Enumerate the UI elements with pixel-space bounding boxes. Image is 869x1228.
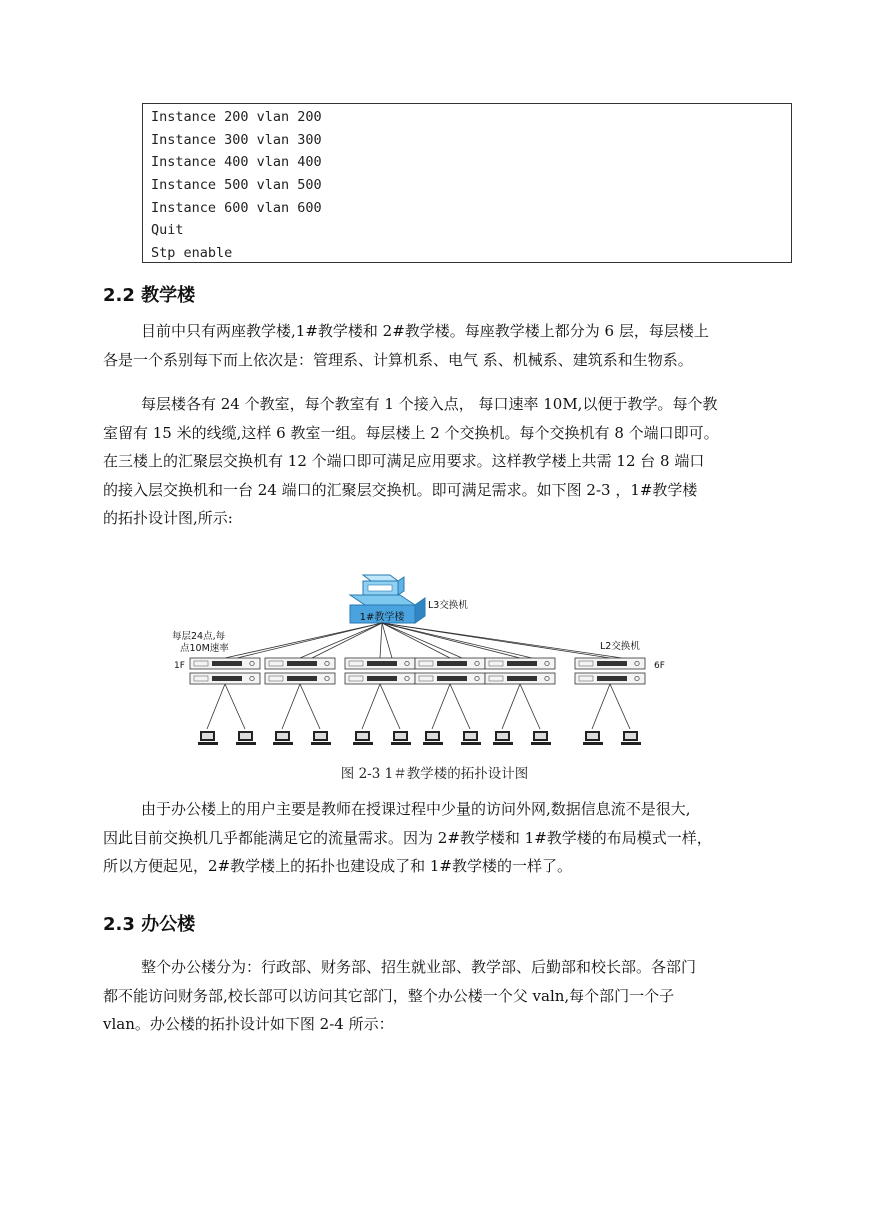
section-heading-2-2: 2.2 教学楼: [103, 285, 196, 306]
switch-icon: [485, 673, 555, 684]
computer-icon: [423, 731, 443, 745]
paragraph-line: 各是一个系别每下而上依次是：管理系、计算机系、电气 系、机械系、建筑系和生物系。: [103, 350, 693, 369]
paragraph: [103, 795, 786, 881]
computer-icon: [461, 731, 481, 745]
uplink-line: [380, 623, 382, 658]
switch-icon: [575, 658, 645, 669]
code-line: Stp enable: [151, 245, 233, 262]
paragraph-line: 室留有 15 米的线缆,这样 6 教室一组。每层楼上 2 个交换机。每个交换机有 8 个端口即可。: [103, 423, 719, 442]
paragraph-line: 在三楼上的汇聚层交换机有 12 个端口即可满足应用要求。这样教学楼上共需 12 台 8 端口: [103, 452, 705, 470]
code-line: Instance 400 vlan 400: [151, 154, 322, 171]
paragraph: [103, 317, 786, 374]
code-line: Quit: [151, 222, 184, 239]
l2-label: L2交换机: [600, 641, 640, 652]
downlink-line: [502, 684, 520, 729]
downlink-line: [362, 684, 380, 729]
floor-label-left: 1F: [174, 661, 185, 671]
uplink-line: [382, 623, 622, 658]
downlink-line: [380, 684, 400, 729]
uplink-line: [237, 623, 382, 658]
computer-icon: [583, 731, 603, 745]
computer-icon: [621, 731, 641, 745]
paragraph-line: 的拓扑设计图,所示:: [103, 509, 233, 527]
switch-icon: [415, 658, 485, 669]
note-line-2: 点10M速率: [180, 643, 229, 654]
switch-icon: [575, 673, 645, 684]
note-line-1: 每层24点,每: [172, 631, 226, 642]
downlink-line: [592, 684, 610, 729]
uplink-line: [382, 623, 532, 658]
computer-icon: [493, 731, 513, 745]
paragraph-line: 都不能访问财务部,校长部可以访问其它部门，整个办公楼一个父 valn,每个部门一个子: [103, 986, 675, 1005]
switch-icon: [345, 658, 415, 669]
figure-caption: 图 2-3 1＃教学楼的拓扑设计图: [340, 766, 529, 782]
paragraph: [103, 390, 786, 533]
switch-icon: [485, 658, 555, 669]
paragraph-line: 由于办公楼上的用户主要是教师在授课过程中少量的访问外网,数据信息流不是很大,: [141, 800, 691, 818]
switch-icon: [265, 673, 335, 684]
switch-icon: [190, 658, 260, 669]
paragraph-line: 的接入层交换机和一台 24 端口的汇聚层交换机。即可满足需求。如下图 2-3 ，1#教学楼: [103, 480, 698, 499]
code-block: [142, 103, 792, 263]
computer-icon: [391, 731, 411, 745]
paragraph-line: 整个办公楼分为：行政部、财务部、招生就业部、教学部、后勤部和校长部。各部门: [141, 958, 697, 976]
downlink-line: [282, 684, 300, 729]
uplink-line: [312, 623, 382, 658]
code-line: Instance 200 vlan 200: [151, 109, 322, 125]
code-line: Instance 300 vlan 300: [151, 131, 322, 148]
paragraph: [103, 953, 786, 1039]
uplink-line: [225, 623, 382, 658]
workstations: [198, 731, 641, 745]
switch-icon: [190, 673, 260, 684]
paragraph-line: 因此目前交换机几乎都能满足它的流量需求。因为 2#教学楼和 1#教学楼的布局模式一样，: [103, 828, 712, 847]
switch-icon: [265, 658, 335, 669]
computer-icon: [236, 731, 256, 745]
downlink-line: [610, 684, 630, 729]
code-line: Instance 600 vlan 600: [151, 199, 322, 216]
l3-label: L3交换机: [428, 600, 468, 611]
uplink-line: [382, 623, 392, 658]
downlink-line: [450, 684, 470, 729]
switch-icon: [345, 673, 415, 684]
paragraph-line: 所以方便起见，2#教学楼上的拓扑也建设成了和 1#教学楼的一样了。: [103, 857, 572, 875]
section-heading-2-3: 2.3 办公楼: [103, 914, 196, 935]
switch-icon: [415, 673, 485, 684]
uplink-line: [300, 623, 382, 658]
core-label: 1#教学楼: [359, 612, 405, 623]
downlink-line: [300, 684, 320, 729]
downlink-line: [432, 684, 450, 729]
floor-label-right: 6F: [654, 661, 665, 671]
downlink-line: [225, 684, 245, 729]
topology-diagram: [160, 565, 670, 755]
computer-icon: [273, 731, 293, 745]
paragraph-line: 目前中只有两座教学楼,1#教学楼和 2#教学楼。每座教学楼上都分为 6 层，每层楼上: [141, 322, 709, 340]
downlink-line: [207, 684, 225, 729]
downlink-line: [520, 684, 540, 729]
computer-icon: [531, 731, 551, 745]
computer-icon: [198, 731, 218, 745]
access-switches: [190, 658, 645, 684]
computer-icon: [311, 731, 331, 745]
computer-icon: [353, 731, 373, 745]
code-line: Instance 500 vlan 500: [151, 177, 322, 194]
paragraph-line: vlan。办公楼的拓扑设计如下图 2-4 所示：: [103, 1015, 394, 1033]
paragraph-line: 每层楼各有 24 个教室，每个教室有 1 个接入点， 每口速率 10M,以便于教学。每个教: [141, 395, 718, 413]
